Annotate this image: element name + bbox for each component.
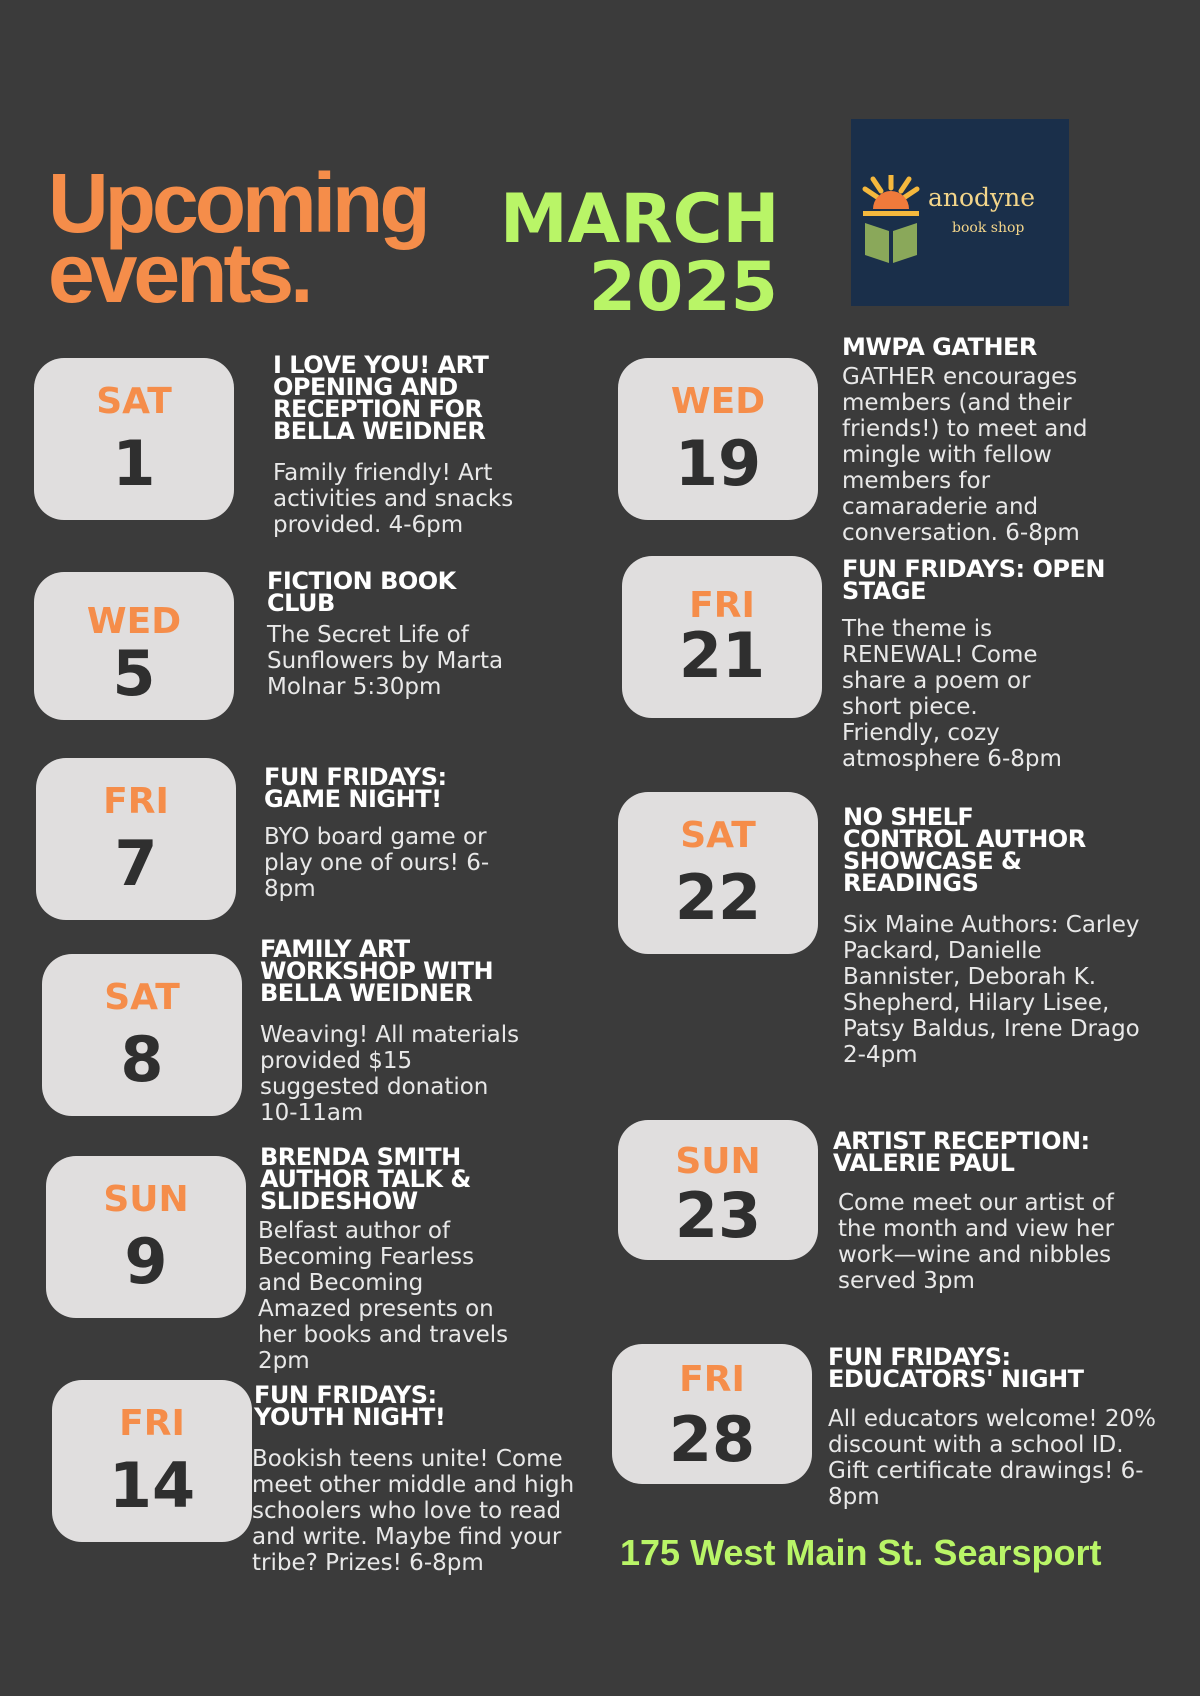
- event-description: GATHER encourages members (and their friends!) to meet and mingle with fellow members for camaraderie and conversation. 6-8pm: [842, 364, 1088, 546]
- date-box: [618, 1120, 818, 1260]
- event-title: FUN FRIDAYS: YOUTH NIGHT!: [254, 1381, 446, 1431]
- date-box: [52, 1380, 252, 1542]
- event-day: FRI: [689, 585, 755, 626]
- event-title: FUN FRIDAYS: EDUCATORS' NIGHT: [828, 1343, 1084, 1393]
- event-day: FRI: [119, 1403, 185, 1444]
- logo-name: anodyne: [928, 183, 1036, 212]
- event-title: BRENDA SMITH AUTHOR TALK & SLIDESHOW: [260, 1143, 471, 1215]
- event-title: FICTION BOOK CLUB: [267, 567, 456, 617]
- event-title: FAMILY ART WORKSHOP WITH BELLA WEIDNER: [260, 935, 494, 1007]
- title-line-1: Upcoming: [48, 156, 427, 250]
- logo-subtitle: book shop: [952, 220, 1025, 236]
- date-box: [618, 792, 818, 954]
- anodyne-logo: [851, 119, 1069, 306]
- store-address: 175 West Main St. Searsport: [620, 1532, 1102, 1573]
- event-day: FRI: [103, 781, 169, 822]
- event-title: FUN FRIDAYS: GAME NIGHT!: [264, 763, 447, 813]
- month: MARCH: [500, 180, 780, 259]
- date-box: [618, 358, 818, 520]
- event-title: ARTIST RECEPTION: VALERIE PAUL: [833, 1127, 1090, 1177]
- event-description: BYO board game or play one of ours! 6-8pm: [264, 824, 490, 902]
- event-description: Family friendly! Art activities and snacks provided. 4-6pm: [273, 460, 514, 538]
- event-date: 23: [674, 1179, 762, 1252]
- event-day: SAT: [680, 815, 756, 856]
- year: 2025: [588, 248, 778, 327]
- event-title: I LOVE YOU! ART OPENING AND RECEPTION FOR BELLA WEIDNER: [273, 351, 489, 445]
- event-day: SUN: [103, 1179, 189, 1220]
- event-description: Belfast author of Becoming Fearless and Becoming Amazed presents on her books and travels 2pm: [258, 1218, 509, 1374]
- date-box: [36, 758, 236, 920]
- event-day: SUN: [675, 1141, 761, 1182]
- date-box: [34, 572, 234, 720]
- date-box: [46, 1156, 246, 1318]
- event-date: 19: [674, 427, 762, 500]
- event-date: 21: [678, 619, 766, 692]
- event-date: 14: [108, 1449, 196, 1522]
- event-title: MWPA GATHER: [842, 333, 1037, 361]
- page-title: [48, 156, 427, 320]
- event-day: SAT: [104, 977, 180, 1018]
- event-title: FUN FRIDAYS: OPEN STAGE: [842, 555, 1105, 605]
- title-line-2: events.: [48, 226, 310, 320]
- event-day: FRI: [679, 1359, 745, 1400]
- event-description: The Secret Life of Sunflowers by Marta Molnar 5:30pm: [267, 622, 504, 700]
- event-description: Come meet our artist of the month and view her work—wine and nibbles served 3pm: [838, 1190, 1115, 1294]
- month-year: [500, 180, 780, 327]
- event-description: The theme is RENEWAL! Come share a poem or short piece. Friendly, cozy atmosphere 6-8pm: [842, 616, 1062, 772]
- date-box: [612, 1344, 812, 1484]
- event-day: WED: [86, 601, 182, 642]
- sunrise-book-icon: [859, 175, 923, 265]
- event-date: 1: [112, 427, 156, 500]
- event-date: 28: [668, 1403, 756, 1476]
- event-date: 8: [120, 1023, 164, 1096]
- date-box: [42, 954, 242, 1116]
- event-date: 22: [674, 861, 762, 934]
- event-date: 5: [112, 637, 156, 710]
- event-date: 7: [114, 827, 158, 900]
- event-date: 9: [124, 1225, 168, 1298]
- date-box: [34, 358, 234, 520]
- event-title: NO SHELF CONTROL AUTHOR SHOWCASE & READINGS: [843, 803, 1086, 897]
- event-description: All educators welcome! 20% discount with a school ID. Gift certificate drawings! 6-8pm: [828, 1406, 1157, 1510]
- date-box: [622, 556, 822, 718]
- event-day: WED: [670, 381, 766, 422]
- event-description: Six Maine Authors: Carley Packard, Danielle Bannister, Deborah K. Shepherd, Hilary Lisee, Patsy Baldus, Irene Drago 2-4pm: [843, 912, 1140, 1068]
- event-description: Weaving! All materials provided $15 suggested donation 10-11am: [260, 1022, 520, 1126]
- event-day: SAT: [96, 381, 172, 422]
- event-description: Bookish teens unite! Come meet other middle and high schoolers who love to read and write. Maybe find your tribe? Prizes! 6-8pm: [252, 1446, 575, 1576]
